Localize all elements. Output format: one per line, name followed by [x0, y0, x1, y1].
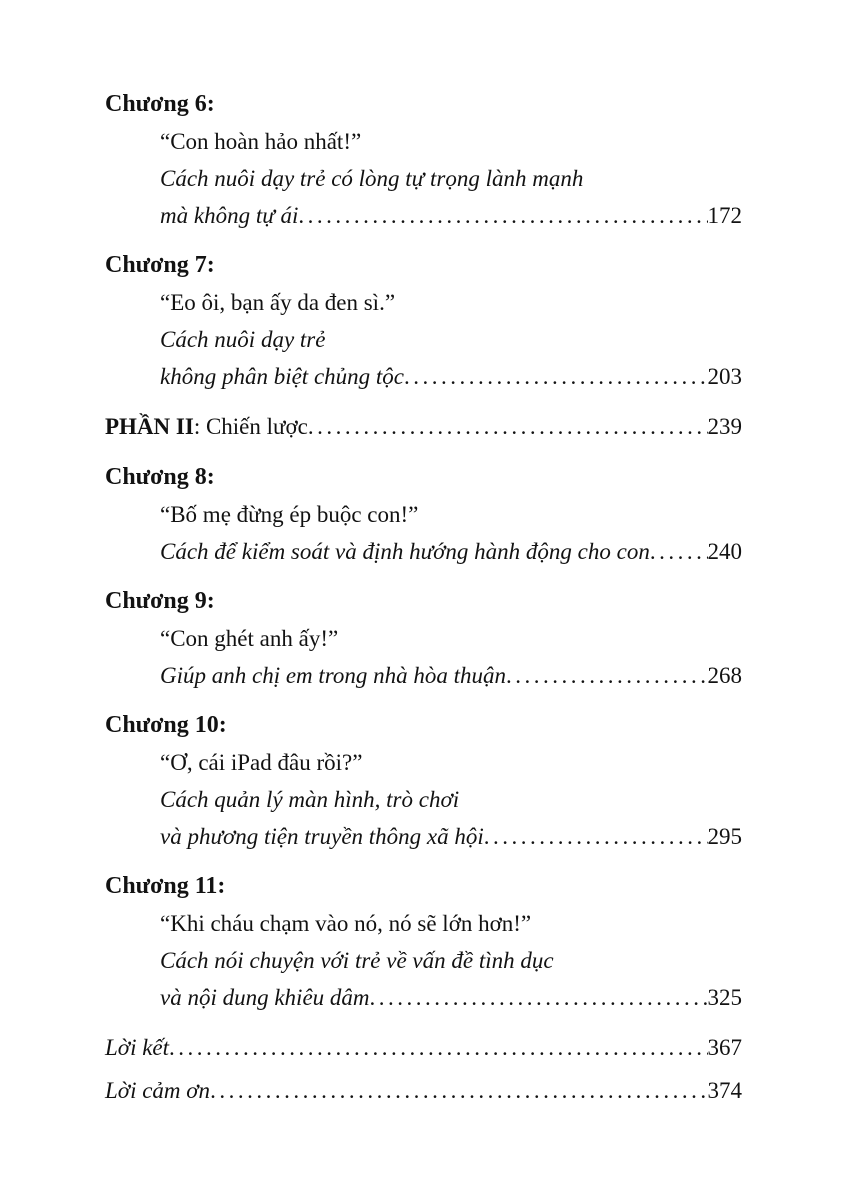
chapter-8-heading: Chương 8:: [105, 464, 215, 490]
chapter-11-heading: Chương 11:: [105, 873, 226, 899]
chapter-6-heading: Chương 6:: [105, 91, 215, 117]
part-2-label: PHẦN II: [105, 414, 194, 439]
dot-leader: [506, 657, 707, 694]
part-2-title: : Chiến lược: [193, 414, 308, 439]
chapter-9-heading: Chương 9:: [105, 588, 215, 614]
chapter-7-subtitle: Cách nuôi dạy trẻ: [160, 327, 326, 352]
chapter-10-subtitle: Cách quản lý màn hình, trò chơi: [160, 787, 460, 812]
chapter-6-page-number: 172: [707, 203, 742, 228]
chapter-11-subtitle: Cách nói chuyện với trẻ về vấn đề tình dục: [160, 948, 554, 973]
chapter-10-page-line: [105, 818, 742, 855]
chapter-7-page-line: [105, 358, 742, 395]
chapter-7-quote: “Eo ôi, bạn ấy da đen sì.”: [160, 290, 396, 315]
part-2-page-number: 239: [707, 414, 742, 439]
toc-entry-chapter-8: [105, 459, 742, 570]
dot-leader: [370, 979, 708, 1016]
chapter-11-tail-text: và nội dung khiêu dâm: [160, 985, 370, 1010]
dot-leader: [298, 197, 707, 234]
chapter-10-tail-text: và phương tiện truyền thông xã hội: [160, 824, 484, 849]
chapter-8-quote: “Bố mẹ đừng ép buộc con!”: [160, 502, 419, 527]
dot-leader: [210, 1072, 707, 1109]
dot-leader: [308, 408, 708, 445]
chapter-8-tail-text: Cách để kiểm soát và định hướng hành động cho con: [160, 539, 650, 564]
toc-entry-loi-ket: [105, 1029, 742, 1066]
chapter-6-subtitle: Cách nuôi dạy trẻ có lòng tự trọng lành mạnh: [160, 166, 584, 191]
chapter-11-page-line: [105, 979, 742, 1016]
chapter-10-heading: Chương 10:: [105, 712, 227, 738]
toc-entry-chapter-11: [105, 868, 742, 1016]
chapter-10-quote: “Ơ, cái iPad đâu rồi?”: [160, 750, 363, 775]
chapter-8-page-line: [105, 533, 742, 570]
loi-ket-page-number: 367: [707, 1035, 742, 1060]
toc-entry-chapter-7: [105, 247, 742, 395]
toc-entry-chapter-9: [105, 583, 742, 694]
chapter-6-quote: “Con hoàn hảo nhất!”: [160, 129, 362, 154]
chapter-7-heading: Chương 7:: [105, 252, 215, 278]
dot-leader: [650, 533, 708, 570]
chapter-9-page-line: [105, 657, 742, 694]
chapter-7-page-number: 203: [707, 364, 742, 389]
dot-leader: [484, 818, 708, 855]
toc-entry-chapter-10: [105, 707, 742, 855]
chapter-9-page-number: 268: [707, 663, 742, 688]
toc-entry-loi-cam-on: [105, 1072, 742, 1109]
chapter-6-page-line: [105, 197, 742, 234]
loi-cam-on-label: Lời cảm ơn: [105, 1078, 211, 1103]
chapter-11-page-number: 325: [707, 985, 742, 1010]
chapter-8-page-number: 240: [707, 539, 742, 564]
dot-leader: [404, 358, 707, 395]
chapter-10-page-number: 295: [707, 824, 742, 849]
chapter-7-tail-text: không phân biệt chủng tộc: [160, 364, 405, 389]
chapter-9-quote: “Con ghét anh ấy!”: [160, 626, 339, 651]
dot-leader: [169, 1029, 707, 1066]
toc-entry-part-2: [105, 408, 742, 445]
loi-cam-on-page-number: 374: [707, 1078, 742, 1103]
chapter-11-quote: “Khi cháu chạm vào nó, nó sẽ lớn hơn!”: [160, 911, 532, 936]
chapter-9-tail-text: Giúp anh chị em trong nhà hòa thuận: [160, 663, 507, 688]
toc-entry-chapter-6: [105, 86, 742, 234]
chapter-6-tail-text: mà không tự ái: [160, 203, 299, 228]
loi-ket-label: Lời kết: [105, 1035, 170, 1060]
